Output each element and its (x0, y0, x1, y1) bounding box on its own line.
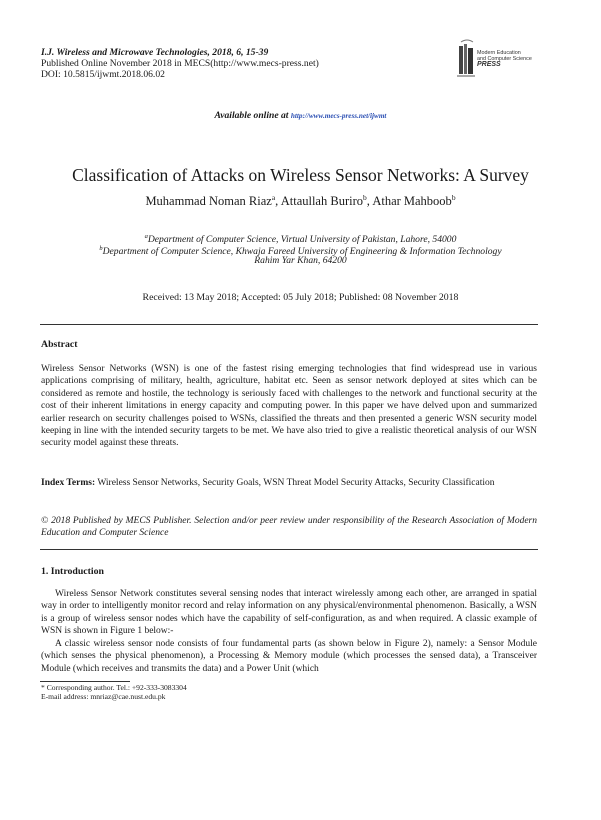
journal-volume: 2018, 6, 15-39 (212, 47, 269, 58)
affiliation-b-mark: b (99, 245, 103, 252)
author-sep-2: , (366, 194, 373, 209)
affiliation-b-text: Department of Computer Science, Khwaja Fareed University of Engineering & Information Technology (102, 246, 502, 258)
journal-citation (41, 47, 268, 58)
index-terms-text: Wireless Sensor Networks, Security Goals, WSN Threat Model Security Attacks, Security Classification (97, 478, 495, 488)
copyright-notice: © 2018 Published by MECS Publisher. Selection and/or peer review under responsibility of the Research Association of Modern Education and Computer Science (41, 516, 537, 539)
introduction-para-2: A classic wireless sensor node consists of four fundamental parts (as shown below in Figure 2), namely: a Sensor Module (which senses the physical phenomenon), a Processing & Memory module (which processes the sensed data), a Transceiver Module (which receives and transmits the data) and a Power Unit (which (41, 639, 537, 674)
introduction-para-1: Wireless Sensor Network constitutes several sensing nodes that interact wirelessly among each other, are arranged in spatial way in order to intelligently monitor record and relay information on any physical/environmental phenomenon. Basically, a WSN is a group of wireless sensor nodes which have the capability of self-configuration, as and when required. A classic example of WSN is shown in Figure 1 below:- (41, 589, 537, 637)
publisher-logo (455, 36, 550, 86)
divider-bottom (40, 549, 538, 550)
abstract-heading: Abstract (41, 339, 78, 350)
affiliation-b-city (40, 255, 561, 267)
journal-url-link[interactable]: http://www.mecs-press.net/ijwmt (290, 112, 387, 120)
available-online (0, 110, 601, 121)
author-1-mark: a (271, 193, 276, 202)
author-1: Muhammad Noman Riaz (145, 194, 272, 209)
corresponding-author: * Corresponding author. Tel.: +92-333-3083304 (41, 683, 187, 692)
index-terms-label: Index Terms: (41, 478, 96, 488)
author-2-mark: b (363, 193, 367, 202)
divider-top (40, 324, 538, 325)
author-sep-1: , (275, 194, 281, 209)
logo-line-2: and Computer Science (477, 56, 532, 62)
logo-line-1: Modern Education (477, 50, 521, 56)
paper-title: Classification of Attacks on Wireless Sensor Networks: A Survey (72, 165, 529, 185)
author-3-mark: b (451, 193, 456, 202)
journal-title: I.J. Wireless and Microwave Technologies, (41, 47, 210, 58)
footnote-rule (40, 681, 130, 682)
introduction-heading: 1. Introduction (41, 566, 104, 577)
author-2: Attaullah Buriro (280, 194, 363, 209)
author-3: Athar Mahboob (372, 194, 452, 209)
email-address: E-mail address: mnriaz@cae.nust.edu.pk (41, 692, 166, 701)
published-online: Published Online November 2018 in MECS(http://www.mecs-press.net) (41, 58, 319, 69)
affiliation-b-city-text: Rahim Yar Khan, 64200 (254, 255, 347, 266)
index-terms (41, 477, 537, 489)
available-label: Available online at (214, 110, 289, 121)
abstract-body: Wireless Sensor Networks (WSN) is one of the fastest rising emerging technologies that find widespread use in various applications comprising of military, health, agriculture, habitat etc. Seen as sensor network deployed at sites which can be considered as remote and hostile, the technology is seriously faced with challenges to the network and functional security at the cost of their inherent limitations in energy capacity and computing power. In this paper we have delved upon and summarized earlier research on security challenges poised to WSNs, classified the threats and then presented a generic WSN security model keeping in line with the intended security targets to be met. We have also tried to give a realistic theoretical analysis of our WSN security model against these threats. (41, 364, 537, 449)
doi: DOI: 10.5815/ijwmt.2018.06.02 (41, 69, 165, 80)
affiliation-a-text: Department of Computer Science, Virtual University of Pakistan, Lahore, 54000 (147, 234, 457, 246)
logo-line-3: PRESS (477, 61, 501, 68)
affiliation-a-mark: a (144, 233, 148, 240)
author-list (0, 193, 601, 209)
received-dates: Received: 13 May 2018; Accepted: 05 July 2018; Published: 08 November 2018 (142, 292, 459, 303)
